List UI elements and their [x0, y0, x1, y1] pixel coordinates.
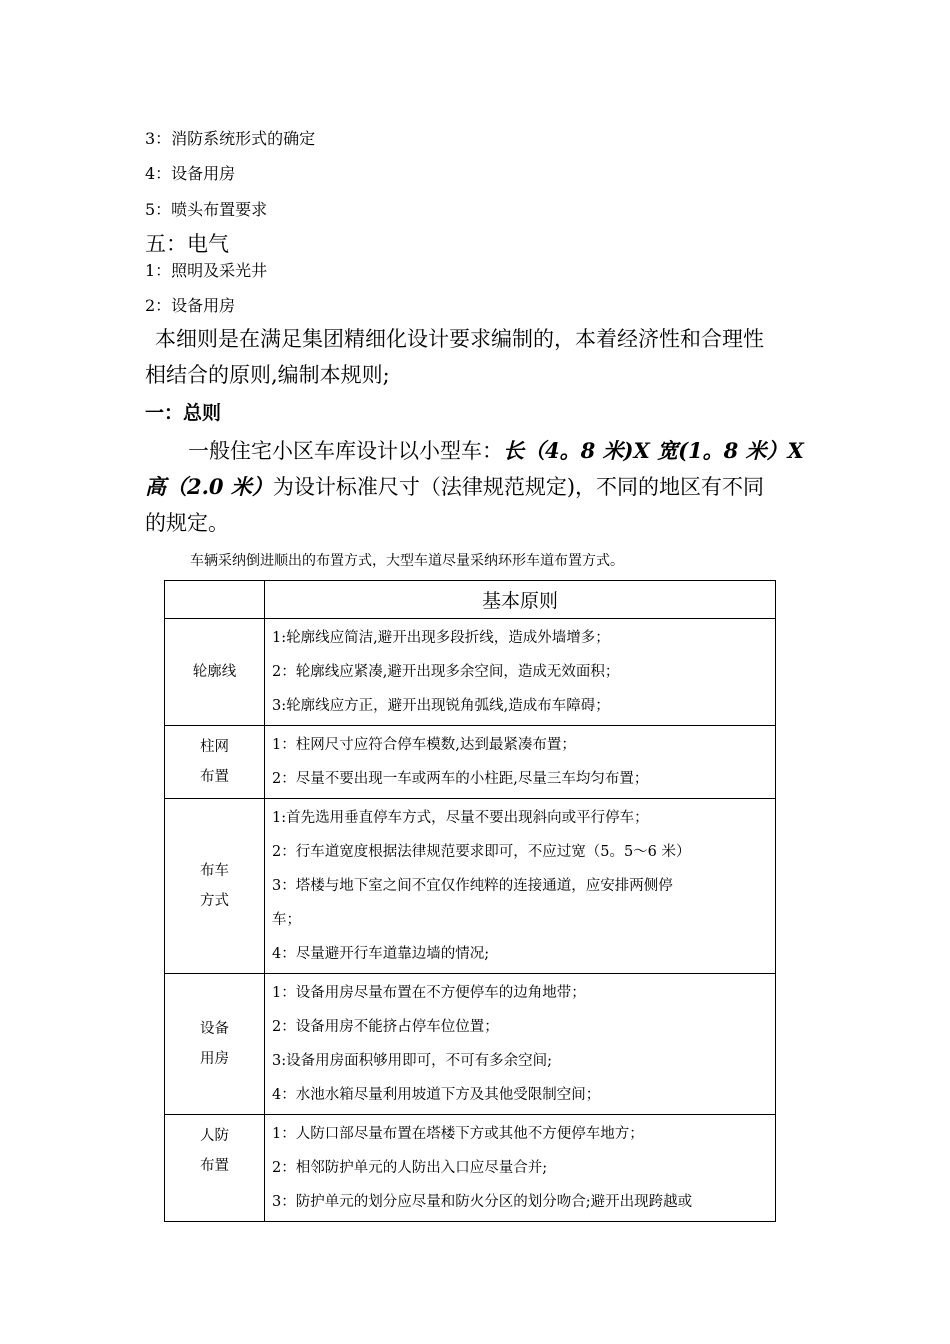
- row-items: [265, 619, 776, 726]
- general-paragraph-line-2: [145, 469, 764, 505]
- row-category: 布车 方式: [165, 799, 265, 974]
- row-category: 柱网 布置: [165, 726, 265, 799]
- table-row: [165, 1115, 776, 1222]
- rule-item: 1：柱网尺寸应符合停车模数,达到最紧凑布置；: [272, 737, 576, 753]
- rule-item: 1:首先选用垂直停车方式，尽量不要出现斜向或平行停车；: [272, 810, 649, 826]
- row-items: [265, 1115, 776, 1222]
- table-header-row: [165, 581, 776, 619]
- general-paragraph-line-3: 的规定。: [145, 511, 229, 535]
- general-text: 一般住宅小区车库设计以小型车：: [188, 439, 503, 463]
- rule-item: 2：设备用房不能挤占停车位位置；: [272, 1019, 499, 1035]
- list-item-lighting: 1：照明及采光井: [145, 261, 268, 280]
- list-item-sprinkler: 5：喷头布置要求: [145, 200, 268, 219]
- layout-note: 车辆采纳倒进顺出的布置方式，大型车道尽量采纳环形车道布置方式。: [190, 553, 624, 569]
- table-row: [165, 974, 776, 1115]
- rule-item: 1:轮廓线应简洁,避开出现多段折线，造成外墙增多；: [272, 630, 610, 646]
- list-item-fire-system: 3：消防系统形式的确定: [145, 129, 316, 148]
- table-row: [165, 726, 776, 799]
- general-paragraph-line-1: [188, 433, 804, 469]
- row-items: [265, 799, 776, 974]
- rule-item: 1：设备用房尽量布置在不方便停车的边角地带；: [272, 985, 586, 1001]
- rule-item: 3：防护单元的划分应尽量和防火分区的划分吻合;避开出现跨越或: [272, 1194, 693, 1210]
- table-header: 基本原则: [265, 581, 776, 619]
- basic-principles-table: [164, 580, 776, 1222]
- rule-item: 2：行车道宽度根据法律规范要求即可，不应过宽（5。5～6 米）: [272, 844, 691, 860]
- row-items: [265, 726, 776, 799]
- row-category: 轮廓线: [165, 619, 265, 726]
- intro-line-2: 相结合的原则,编制本规则;: [145, 363, 390, 387]
- rule-item: 4：尽量避开行车道靠边墙的情况;: [272, 946, 490, 962]
- table-row: [165, 799, 776, 974]
- row-items: [265, 974, 776, 1115]
- table-row: [165, 619, 776, 726]
- rule-item: 3：塔楼与地下室之间不宜仅作纯粹的连接通道，应安排两侧停: [272, 878, 673, 894]
- section-heading-general: 一：总则: [145, 402, 222, 424]
- rule-item: 2：相邻防护单元的人防出入口应尽量合并;: [272, 1160, 548, 1176]
- row-category: 人防 布置: [165, 1115, 265, 1222]
- list-item-equipment-room-2: 2：设备用房: [145, 296, 236, 315]
- general-text: 为设计标准尺寸（法律规范规定)，不同的地区有不同: [272, 475, 765, 499]
- rule-item: 车；: [272, 912, 301, 928]
- rule-item: 2：轮廓线应紧凑,避开出现多余空间，造成无效面积；: [272, 664, 620, 680]
- rule-item: 4：水池水箱尽量利用坡道下方及其他受限制空间；: [272, 1087, 601, 1103]
- car-height: 高（2.0 米）: [145, 474, 273, 499]
- row-category: 设备 用房: [165, 974, 265, 1115]
- table-header-empty-cell: [165, 581, 265, 619]
- intro-line-1: 本细则是在满足集团精细化设计要求编制的，本着经济性和合理性: [155, 327, 764, 351]
- list-item-equipment-room: 4：设备用房: [145, 164, 236, 183]
- rule-item: 1：人防口部尽量布置在塔楼下方或其他不方便停车地方；: [272, 1126, 644, 1142]
- rule-item: 3:轮廓线应方正，避开出现锐角弧线,造成布车障碍；: [272, 698, 610, 714]
- rule-item: 3:设备用房面积够用即可，不可有多余空间;: [272, 1053, 552, 1069]
- car-dimensions: 长（4。8 米)X 宽(1。8 米）X: [503, 438, 804, 463]
- rule-item: 2：尽量不要出现一车或两车的小柱距,尽量三车均匀布置；: [272, 771, 649, 787]
- section-heading-electrical: 五：电气: [145, 232, 229, 256]
